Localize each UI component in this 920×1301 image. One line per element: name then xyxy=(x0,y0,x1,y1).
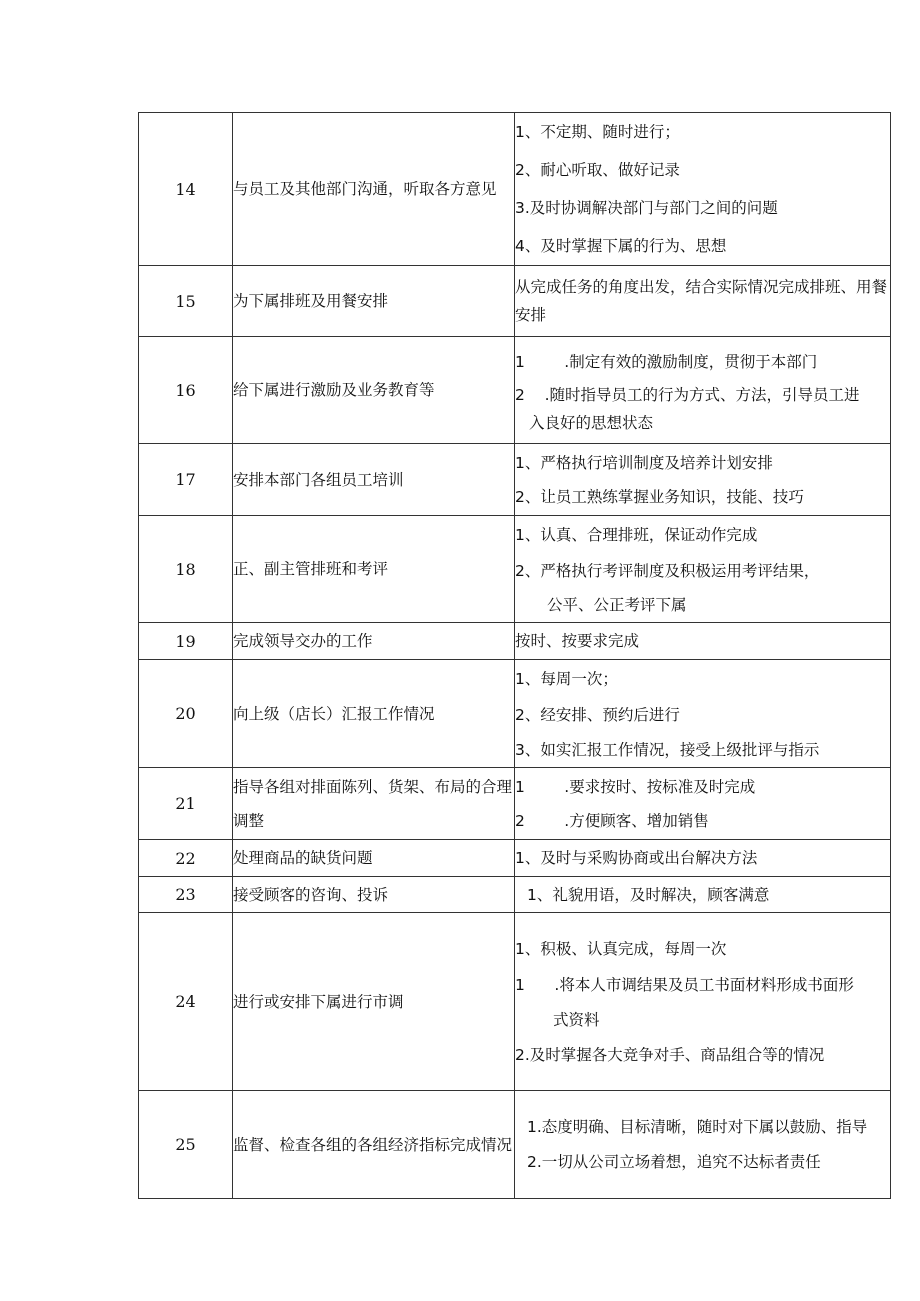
standard-line: 1 .要求按时、按标准及时完成 xyxy=(515,777,756,796)
duty-table xyxy=(138,112,891,1199)
task-cell: 向上级（店长）汇报工作情况 xyxy=(233,660,515,768)
table-row xyxy=(139,516,891,623)
standard-line: 4、及时掌握下属的行为、思想 xyxy=(515,237,727,255)
row-number: 16 xyxy=(139,337,233,444)
table-row xyxy=(139,840,891,877)
table-row xyxy=(139,913,891,1091)
standard-cell xyxy=(515,1091,891,1199)
standard-line: 2 .随时指导员工的行为方式、方法，引导员工进 xyxy=(515,386,860,404)
standard-line: 2.及时掌握各大竞争对手、商品组合等的情况 xyxy=(515,1045,825,1064)
standard-line: 按时、按要求完成 xyxy=(515,632,640,650)
row-number: 22 xyxy=(139,840,233,877)
standard-line: 2、严格执行考评制度及积极运用考评结果， xyxy=(515,562,820,580)
row-number: 18 xyxy=(139,516,233,623)
standard-cell xyxy=(515,840,891,877)
task-cell: 处理商品的缺货问题 xyxy=(233,840,515,877)
standard-cell xyxy=(515,516,891,623)
standard-line: 1、礼貌用语，及时解决，顾客满意 xyxy=(527,885,770,904)
row-number: 25 xyxy=(139,1091,233,1199)
table-row xyxy=(139,623,891,660)
standard-line: 3、如实汇报工作情况，接受上级批评与指示 xyxy=(515,740,820,759)
row-number: 17 xyxy=(139,444,233,516)
task-cell: 给下属进行激励及业务教育等 xyxy=(233,337,515,444)
row-number: 15 xyxy=(139,266,233,337)
standard-cell xyxy=(515,337,891,444)
table-row xyxy=(139,768,891,840)
row-number: 14 xyxy=(139,113,233,266)
row-number: 24 xyxy=(139,913,233,1091)
task-cell: 进行或安排下属进行市调 xyxy=(233,913,515,1091)
task-cell: 完成领导交办的工作 xyxy=(233,623,515,660)
table-row xyxy=(139,266,891,337)
standard-cell xyxy=(515,768,891,840)
standard-line: 2、经安排、预约后进行 xyxy=(515,705,680,724)
task-cell: 正、副主管排班和考评 xyxy=(233,516,515,623)
standard-cell xyxy=(515,623,891,660)
task-cell: 接受顾客的咨询、投诉 xyxy=(233,877,515,913)
table-row xyxy=(139,113,891,266)
standard-cell xyxy=(515,913,891,1091)
standard-line: 3.及时协调解决部门与部门之间的问题 xyxy=(515,199,778,217)
standard-line: 2.一切从公司立场着想，追究不达标者责任 xyxy=(527,1152,821,1171)
row-number: 23 xyxy=(139,877,233,913)
standard-line: 1 .制定有效的激励制度，贯彻于本部门 xyxy=(515,353,818,371)
standard-line: 2、耐心听取、做好记录 xyxy=(515,161,680,179)
standard-cell xyxy=(515,266,891,337)
standard-line: 1、及时与采购协商或出台解决方法 xyxy=(515,849,758,867)
task-cell: 为下属排班及用餐安排 xyxy=(233,266,515,337)
row-number: 21 xyxy=(139,768,233,840)
standard-line: 1 .将本人市调结果及员工书面材料形成书面形 xyxy=(515,975,854,994)
task-cell: 指导各组对排面陈列、货架、布局的合理调整 xyxy=(233,768,515,840)
standard-line: 1、严格执行培训制度及培养计划安排 xyxy=(515,453,773,472)
table-row xyxy=(139,337,891,444)
standard-cell xyxy=(515,660,891,768)
table-row xyxy=(139,1091,891,1199)
row-number: 20 xyxy=(139,660,233,768)
standard-line: 式资料 xyxy=(553,1010,600,1029)
standard-line: 1、积极、认真完成，每周一次 xyxy=(515,939,727,958)
standard-line: 入良好的思想状态 xyxy=(529,414,654,432)
table-row xyxy=(139,660,891,768)
standard-cell xyxy=(515,113,891,266)
task-cell: 监督、检查各组的各组经济指标完成情况 xyxy=(233,1091,515,1199)
task-cell: 与员工及其他部门沟通，听取各方意见 xyxy=(233,113,515,266)
table-row xyxy=(139,444,891,516)
standard-cell xyxy=(515,444,891,516)
standard-line: 公平、公正考评下属 xyxy=(547,596,687,614)
standard-line: 2 .方便顾客、增加销售 xyxy=(515,811,709,830)
standard-cell xyxy=(515,877,891,913)
standard-line: 从完成任务的角度出发，结合实际情况完成排班、用餐安排 xyxy=(515,278,888,324)
task-cell: 安排本部门各组员工培训 xyxy=(233,444,515,516)
standard-line: 2、让员工熟练掌握业务知识，技能、技巧 xyxy=(515,487,804,506)
standard-line: 1.态度明确、目标清晰，随时对下属以鼓励、指导 xyxy=(527,1117,868,1136)
standard-line: 1、不定期、随时进行； xyxy=(515,123,680,141)
row-number: 19 xyxy=(139,623,233,660)
standard-line: 1、每周一次； xyxy=(515,669,618,688)
table-row xyxy=(139,877,891,913)
standard-line: 1、认真、合理排班，保证动作完成 xyxy=(515,526,758,544)
